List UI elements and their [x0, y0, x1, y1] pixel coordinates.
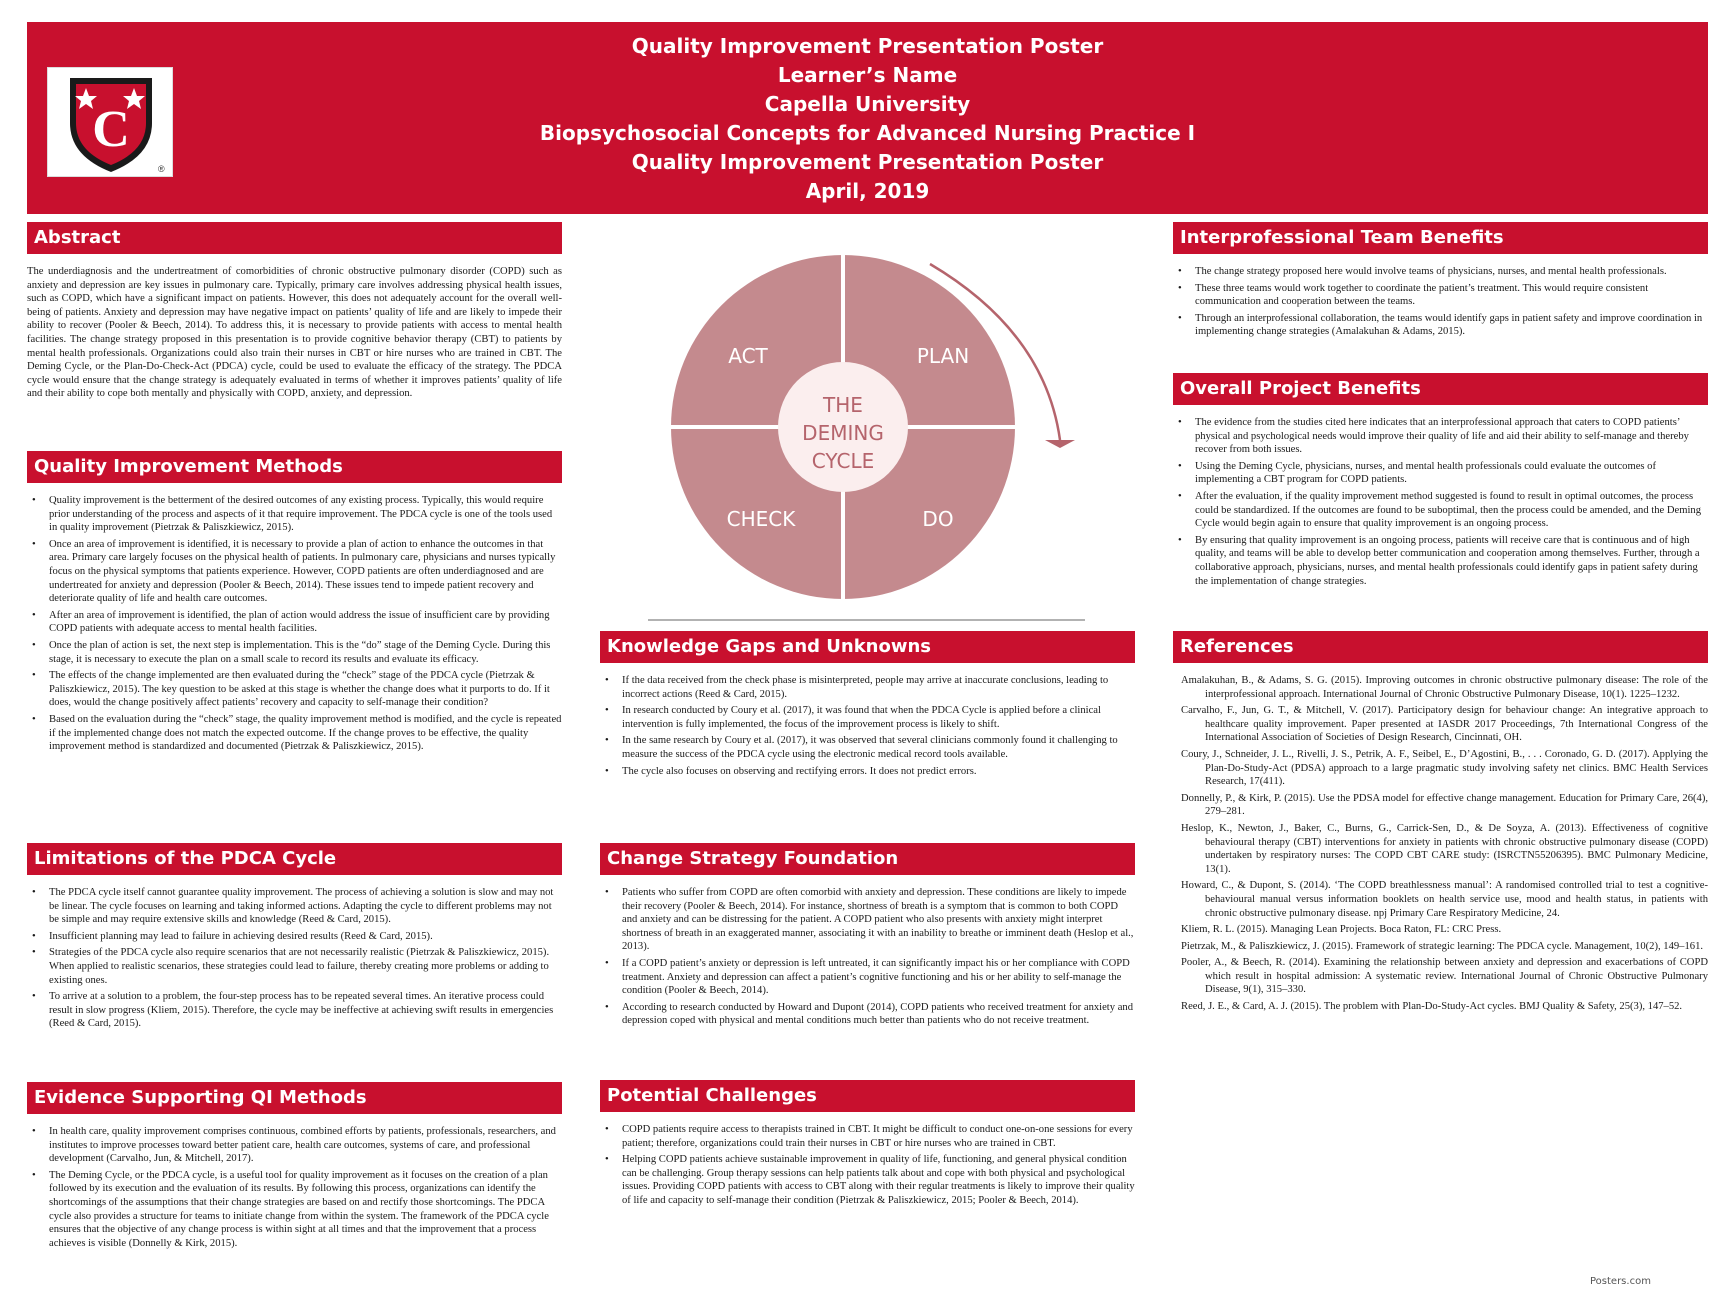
team-benefits-heading: Interprofessional Team Benefits: [1173, 222, 1708, 254]
list-item: • Helping COPD patients achieve sustainable improvement in quality of life, functioning, and general physical condition can be challenging. Group therapy sessions can help patients talk about and cope with both physical and psychological issues. Providing COPD patients with access to CBT along with their regular treatments is likely to improve their quality of life and capacity to self-manage their condition (Pietrzak & Paliszkiewicz, 2015; Pooler & Beech, 2014).: [600, 1153, 1135, 1207]
list-item: • According to research conducted by Howard and Dupont (2014), COPD patients who received treatment for anxiety and depression coped with physical and mental conditions much better than patients who do not receive treatment.: [600, 1001, 1135, 1028]
reference-entry: Reed, J. E., & Card, A. J. (2015). The problem with Plan-Do-Study-Act cycles. BMJ Quality & Safety, 25(3), 147–52.: [1181, 1001, 1683, 1013]
project-benefits-list: [1173, 416, 1708, 588]
abstract-section: [27, 222, 562, 401]
center-label-the: THE: [823, 393, 863, 417]
quadrant-plan: PLAN: [916, 344, 970, 368]
knowledge-gaps-heading: Knowledge Gaps and Unknowns: [600, 631, 1135, 663]
list-item: • If the data received from the check phase is misinterpreted, people may arrive at inaccurate conclusions, leading to incorrect actions (Reed & Card, 2015).: [600, 674, 1135, 701]
list-item: • Once the plan of action is set, the next step is implementation. This is the “do” stage of the Deming Cycle. During this stage, it is necessary to execute the plan on a small scale to record its results and evaluate its efficacy.: [27, 639, 562, 666]
list-item: • Patients who suffer from COPD are often comorbid with anxiety and depression. These conditions are likely to impede their recovery (Pooler & Beech, 2014). For instance, shortness of breath is a symptom that is common to both COPD and anxiety and can be distressing for the patient. A COPD patient who also presents with anxiety might interpret shortness of breath in an exaggerated manner, associating it with an inability to breathe or imminent death (Heslop et al., 2013).: [600, 886, 1135, 954]
list-item: • The effects of the change implemented are then evaluated during the “check” stage of the PDCA cycle (Pietrzak & Paliszkiewicz, 2015). The key question to be asked at this stage is whether the change does what it purports to do. If it does, would the change positively affect patients’ recovery and capacity to self-manage their condition?: [27, 669, 562, 710]
list-item: • After an area of improvement is identified, the plan of action would address the issue of insufficient care by providing COPD patients with adequate access to mental health facilities.: [27, 609, 562, 636]
list-item: • The Deming Cycle, or the PDCA cycle, is a useful tool for quality improvement as it focuses on the creation of a plan followed by its execution and the evaluation of its results. By following this process, organizations can identify the shortcomings of the assumptions that their change strategies are based on and rectify those shortcomings. The PDCA cycle also provides a structure for teams to initiate change from within the system. The framework of the PDCA cycle ensures that the objective of any change process is within sight at all times and that the improvement that a process achieves is visible (Donnelly & Kirk, 2015).: [27, 1169, 562, 1251]
poster-title: Quality Improvement Presentation Poster: [631, 34, 1104, 58]
project-benefits-heading: Overall Project Benefits: [1173, 373, 1708, 405]
list-item: • In the same research by Coury et al. (2017), it was observed that several clinicians commonly found it challenging to measure the success of the PDCA cycle using the electronic medical record tools available.: [600, 734, 1135, 761]
list-item: • The change strategy proposed here would involve teams of physicians, nurses, and mental health professionals.: [1173, 265, 1708, 279]
knowledge-gaps-section: [600, 631, 1135, 781]
learner-name: Learner’s Name: [777, 63, 958, 87]
team-benefits-section: [1173, 222, 1708, 342]
list-item: • Using the Deming Cycle, physicians, nurses, and mental health professionals could evaluate the outcomes of implementing a CBT program for COPD patients.: [1173, 460, 1708, 487]
quadrant-do: DO: [922, 507, 954, 531]
poster-title-block: [27, 32, 1708, 206]
reference-entry: Heslop, K., Newton, J., Baker, C., Burns, G., Carrick-Sen, D., & De Soyza, A. (2013). Effectiveness of cognitive behavioural therapy (CBT) interventions for anxiety in patients with chronic obstructive pulmonary disease (COPD) undertaken by respiratory nurses: The COPD CBT CARE study: (ISRCTN55206395). BMC Pulmonary Medicine, 13(1).: [1181, 822, 1708, 875]
team-benefits-list: [1173, 265, 1708, 339]
list-item: • Through an interprofessional collaboration, the teams would identify gaps in patient safety and improve coordination in implementing change strategies (Amalakuhan & Adams, 2015).: [1173, 312, 1708, 339]
university-name: Capella University: [764, 92, 971, 116]
limitations-heading: Limitations of the PDCA Cycle: [27, 843, 562, 875]
list-item: • Insufficient planning may lead to failure in achieving desired results (Reed & Card, 2015).: [27, 930, 562, 944]
reference-entry: Coury, J., Schneider, J. L., Rivelli, J. S., Petrik, A. F., Seibel, E., D’Agostini, B., . . . Coronado, G. D. (2017). Applying the Plan-Do-Study-Act (PDSA) approach to a large pragmatic study involving safety net clinics. BMC Health Services Research, 17(411).: [1181, 748, 1708, 788]
poster-date: April, 2019: [805, 179, 930, 203]
quadrant-check: CHECK: [726, 507, 796, 531]
registered-mark: ®: [158, 164, 165, 174]
knowledge-gaps-list: [600, 674, 1135, 778]
challenges-heading: Potential Challenges: [600, 1080, 1135, 1112]
quadrant-act: ACT: [728, 344, 768, 368]
list-item: • The cycle also focuses on observing and rectifying errors. It does not predict errors.: [600, 765, 1135, 779]
qi-methods-list: [27, 494, 562, 754]
evidence-heading: Evidence Supporting QI Methods: [27, 1082, 562, 1114]
limitations-list: [27, 886, 562, 1031]
abstract-heading: Abstract: [27, 222, 562, 254]
change-strategy-heading: Change Strategy Foundation: [600, 843, 1135, 875]
challenges-section: [600, 1080, 1135, 1211]
list-item: • COPD patients require access to therapists trained in CBT. It might be difficult to conduct one-on-one sessions for every patient; therefore, organizations could train their nurses in CBT or hire nurses who are trained in CBT.: [600, 1123, 1135, 1150]
project-benefits-section: [1173, 373, 1708, 591]
abstract-text: The underdiagnosis and the undertreatment of comorbidities of chronic obstructive pulmonary disorder (COPD) such as anxiety and depression are key issues in pulmonary care. Typically, primary care involves addressing physical health issues, such as COPD, which have a significant impact on patients. However, this does not adequately account for the overall well-being of patients. Anxiety and depression may have negative impact on patients’ quality of life and are likely to impede their ability to recover (Pooler & Beech, 2014). To address this, it is necessary to provide patients with access to mental health facilities. The change strategy proposed in this presentation is to provide cognitive behavior therapy (CBT) to patients by mental health professionals. Organizations could also train their nurses in CBT or hire nurses who are trained in CBT. The Deming Cycle, or the Plan-Do-Check-Act (PDCA) cycle, could be used to evaluate the efficacy of the strategy. The PDCA cycle would ensure that the change strategy is adequately evaluated in terms of whether it improves patients’ quality of life and their ability to cope both mentally and physically with COPD, anxiety, and depression.: [27, 266, 562, 400]
reference-entry: Pooler, A., & Beech, R. (2014). Examining the relationship between anxiety and depression and exacerbations of COPD which result in hospital admission: A systematic review. International Journal of Chronic Obstructive Pulmonary Disease, 9(1), 315–330.: [1181, 957, 1708, 996]
center-label-deming: DEMING: [802, 421, 884, 445]
logo-letter: C: [92, 101, 130, 158]
references-heading: References: [1173, 631, 1708, 663]
references-section: [1173, 631, 1708, 1017]
reference-entry: Carvalho, F., Jun, G. T., & Mitchell, V. (2017). Participatory design for behaviour change: An integrative approach to healthcare quality improvement. Paper presented at IASDR 2017 Proceedings, 7th International Congress of the International Association of Societies of Design Research, Cincinnati, OH.: [1181, 705, 1708, 744]
reference-entry: Howard, C., & Dupont, S. (2014). ‘The COPD breathlessness manual’: A randomised controlled trial to test a cognitive-behavioural manual versus information booklets on health service use, mood and health status, in patients with chronic obstructive pulmonary disease. npj Primary Care Respiratory Medicine, 24.: [1181, 880, 1708, 919]
list-item: • Quality improvement is the betterment of the desired outcomes of any existing process. Typically, this would require prior understanding of the process and aspects of it that require improvement. The PDCA cycle is one of the tools used in quality improvement (Pietrzak & Paliszkiewicz, 2015).: [27, 494, 562, 535]
deming-cycle-diagram: [600, 222, 1135, 622]
qi-methods-section: [27, 451, 562, 757]
list-item: • To arrive at a solution to a problem, the four-step process has to be repeated several times. An iterative process could result in slow progress (Kliem, 2015). Therefore, the cycle may be ineffective at achieving swift results in emergencies (Reed & Card, 2015).: [27, 990, 562, 1031]
evidence-list: [27, 1125, 562, 1250]
list-item: • Strategies of the PDCA cycle also require scenarios that are not necessarily realistic (Pietrzak & Paliszkiewicz, 2015). When applied to realistic scenarios, these strategies could lead to failure, thereby creating more problems or adding to existing ones.: [27, 946, 562, 987]
reference-entry: Pietrzak, M., & Paliszkiewicz, J. (2015). Framework of strategic learning: The PDCA cycle. Management, 10(2), 149–161.: [1181, 940, 1704, 952]
evidence-section: [27, 1082, 562, 1253]
arrow-head-icon: [1045, 440, 1075, 448]
poster-subtitle: Quality Improvement Presentation Poster: [631, 150, 1104, 174]
change-strategy-section: [600, 843, 1135, 1031]
limitations-section: [27, 843, 562, 1034]
qi-methods-heading: Quality Improvement Methods: [27, 451, 562, 483]
challenges-list: [600, 1123, 1135, 1208]
deming-cycle-graphic: [600, 222, 1135, 622]
change-strategy-list: [600, 886, 1135, 1028]
center-label-cycle: CYCLE: [811, 449, 875, 473]
list-item: • In health care, quality improvement comprises continuous, combined efforts by patients, professionals, researchers, and institutes to improve processes toward better patient care, health care outcomes, systems of care, and professional development (Carvalho, Jun, & Mitchell, 2017).: [27, 1125, 562, 1166]
reference-entry: Donnelly, P., & Kirk, P. (2015). Use the PDSA model for effective change management. Education for Primary Care, 26(4), 279–281.: [1181, 792, 1708, 818]
list-item: • By ensuring that quality improvement is an ongoing process, patients will receive care that is continuous and of high quality, and teams will be able to develop better communication and cooperation among themselves. Further, through a collaborative approach, physicians, nurses, and mental health professionals could identify gaps in patient safety during the implementation of change strategies.: [1173, 534, 1708, 588]
list-item: • Based on the evaluation during the “check” stage, the quality improvement method is modified, and the cycle is repeated if the implemented change does not match the expected outcome. If the change proves to be effective, the quality improvement method is standardized and documented (Pietrzak & Paliszkiewicz, 2015).: [27, 713, 562, 754]
list-item: • The PDCA cycle itself cannot guarantee quality improvement. The process of achieving a solution is slow and may not be linear. The cycle focuses on learning and taking informed actions. Adapting the cycle to different problems may not be simple and may require extensive skills and knowledge (Reed & Card, 2015).: [27, 886, 562, 927]
list-item: • The evidence from the studies cited here indicates that an interprofessional approach that caters to COPD patients’ physical and psychological needs would improve their quality of life and aid their ability to self-manage and thereby recover from both issues.: [1173, 416, 1708, 457]
footer-watermark: Posters.com: [1590, 1276, 1651, 1287]
list-item: • Once an area of improvement is identified, it is necessary to provide a plan of action to enhance the outcomes in that area. Primary care largely focuses on the physical health of patients. In pulmonary care, physicians and nurses typically focus on the physical symptoms that patients experience. However, COPD patients are often underdiagnosed and are undertreated for anxiety and depression (Pooler & Beech, 2014). These issues tend to impede patient recovery and deteriorate quality of life and health care outcomes.: [27, 538, 562, 606]
list-item: • After the evaluation, if the quality improvement method suggested is found to result in optimal outcomes, the process could be standardized. If the outcomes are found to be suboptimal, then the process could be amended, and the Deming Cycle would begin again to ensure that quality improvement is an ongoing process.: [1173, 490, 1708, 531]
list-item: • If a COPD patient’s anxiety or depression is left untreated, it can significantly impact his or her compliance with COPD treatment. Anxiety and depression can affect a patient’s cognitive functioning and his or her ability to self-manage the condition (Pooler & Beech, 2014).: [600, 957, 1135, 998]
list-item: • In research conducted by Coury et al. (2017), it was found that when the PDCA Cycle is applied before a clinical intervention is fully implemented, the focus of the improvement process is likely to shift.: [600, 704, 1135, 731]
reference-entry: Kliem, R. L. (2015). Managing Lean Projects. Boca Raton, FL: CRC Press.: [1181, 924, 1502, 936]
poster-header: [27, 22, 1708, 214]
reference-entry: Amalakuhan, B., & Adams, S. G. (2015). Improving outcomes in chronic obstructive pulmonary disease: The role of the interprofessional approach. International Journal of Chronic Obstructive Pulmonary Disease, 10(1). 1225–1232.: [1181, 675, 1708, 700]
course-name: Biopsychosocial Concepts for Advanced Nursing Practice I: [539, 121, 1196, 145]
list-item: • These three teams would work together to coordinate the patient’s treatment. This would require consistent communication and cooperation between the teams.: [1173, 282, 1708, 309]
